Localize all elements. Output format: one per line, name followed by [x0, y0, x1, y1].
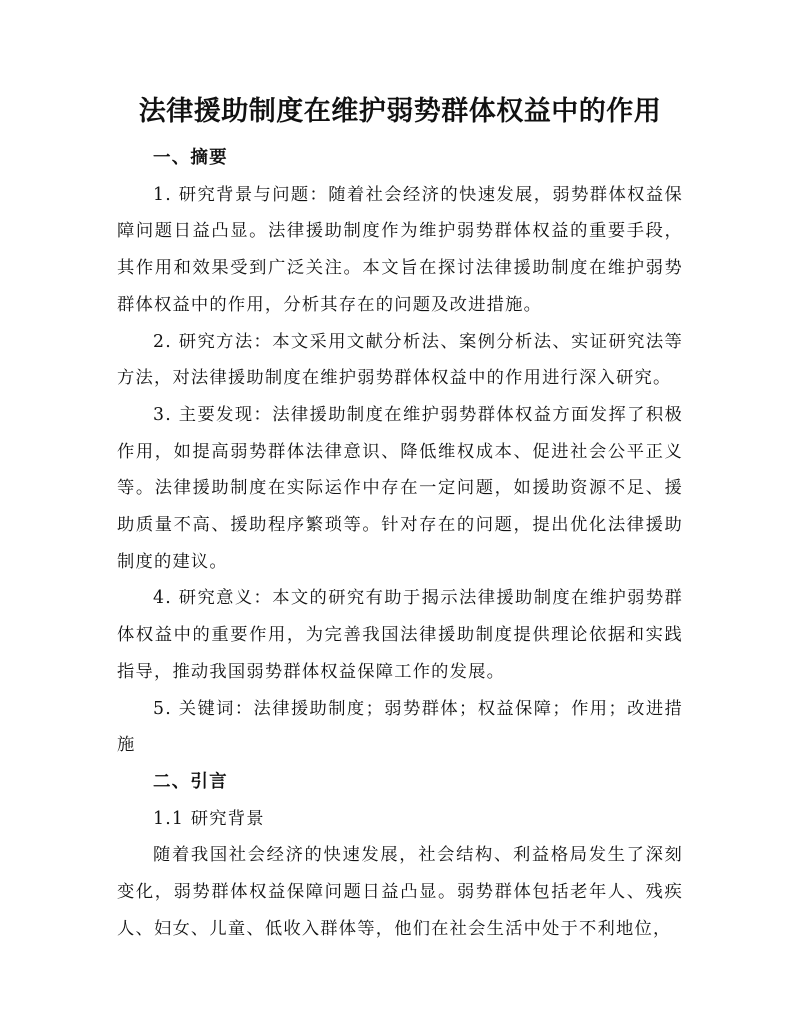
abstract-item-background: 1. 研究背景与问题：随着社会经济的快速发展，弱势群体权益保障问题日益凸显。法律援助制度作为维护弱势群体权益的重要手段，其作用和效果受到广泛关注。本文旨在探讨法律援助制度在维护弱势群体权益中的作用，分析其存在的问题及改进措施。	[117, 184, 683, 315]
abstract-item-significance: 4. 研究意义：本文的研究有助于揭示法律援助制度在维护弱势群体权益中的重要作用，为完善我国法律援助制度提供理论依据和实践指导，推动我国弱势群体权益保障工作的发展。	[117, 588, 683, 682]
document-title: 法律援助制度在维护弱势群体权益中的作用	[138, 96, 662, 127]
document-body	[117, 140, 683, 947]
section-heading-introduction: 二、引言	[153, 771, 228, 792]
introduction-paragraph: 随着我国社会经济的快速发展，社会结构、利益格局发生了深刻变化，弱势群体权益保障问题日益凸显。弱势群体包括老年人、残疾人、妇女、儿童、低收入群体等，他们在社会生活中处于不利地位，	[117, 845, 683, 939]
subsection-heading-background: 1.1 研究背景	[153, 808, 265, 829]
section-heading-abstract: 一、摘要	[153, 148, 228, 168]
abstract-item-findings: 3. 主要发现：法律援助制度在维护弱势群体权益方面发挥了积极作用，如提高弱势群体法律意识、降低维权成本、促进社会公平正义等。法律援助制度在实际运作中存在一定问题，如援助资源不足、援助质量不高、援助程序繁琐等。针对存在的问题，提出优化法律援助制度的建议。	[117, 404, 683, 572]
abstract-item-methods: 2. 研究方法：本文采用文献分析法、案例分析法、实证研究法等方法，对法律援助制度在维护弱势群体权益中的作用进行深入研究。	[117, 331, 683, 389]
abstract-item-keywords: 5. 关键词：法律援助制度；弱势群体；权益保障；作用；改进措施	[117, 698, 683, 756]
